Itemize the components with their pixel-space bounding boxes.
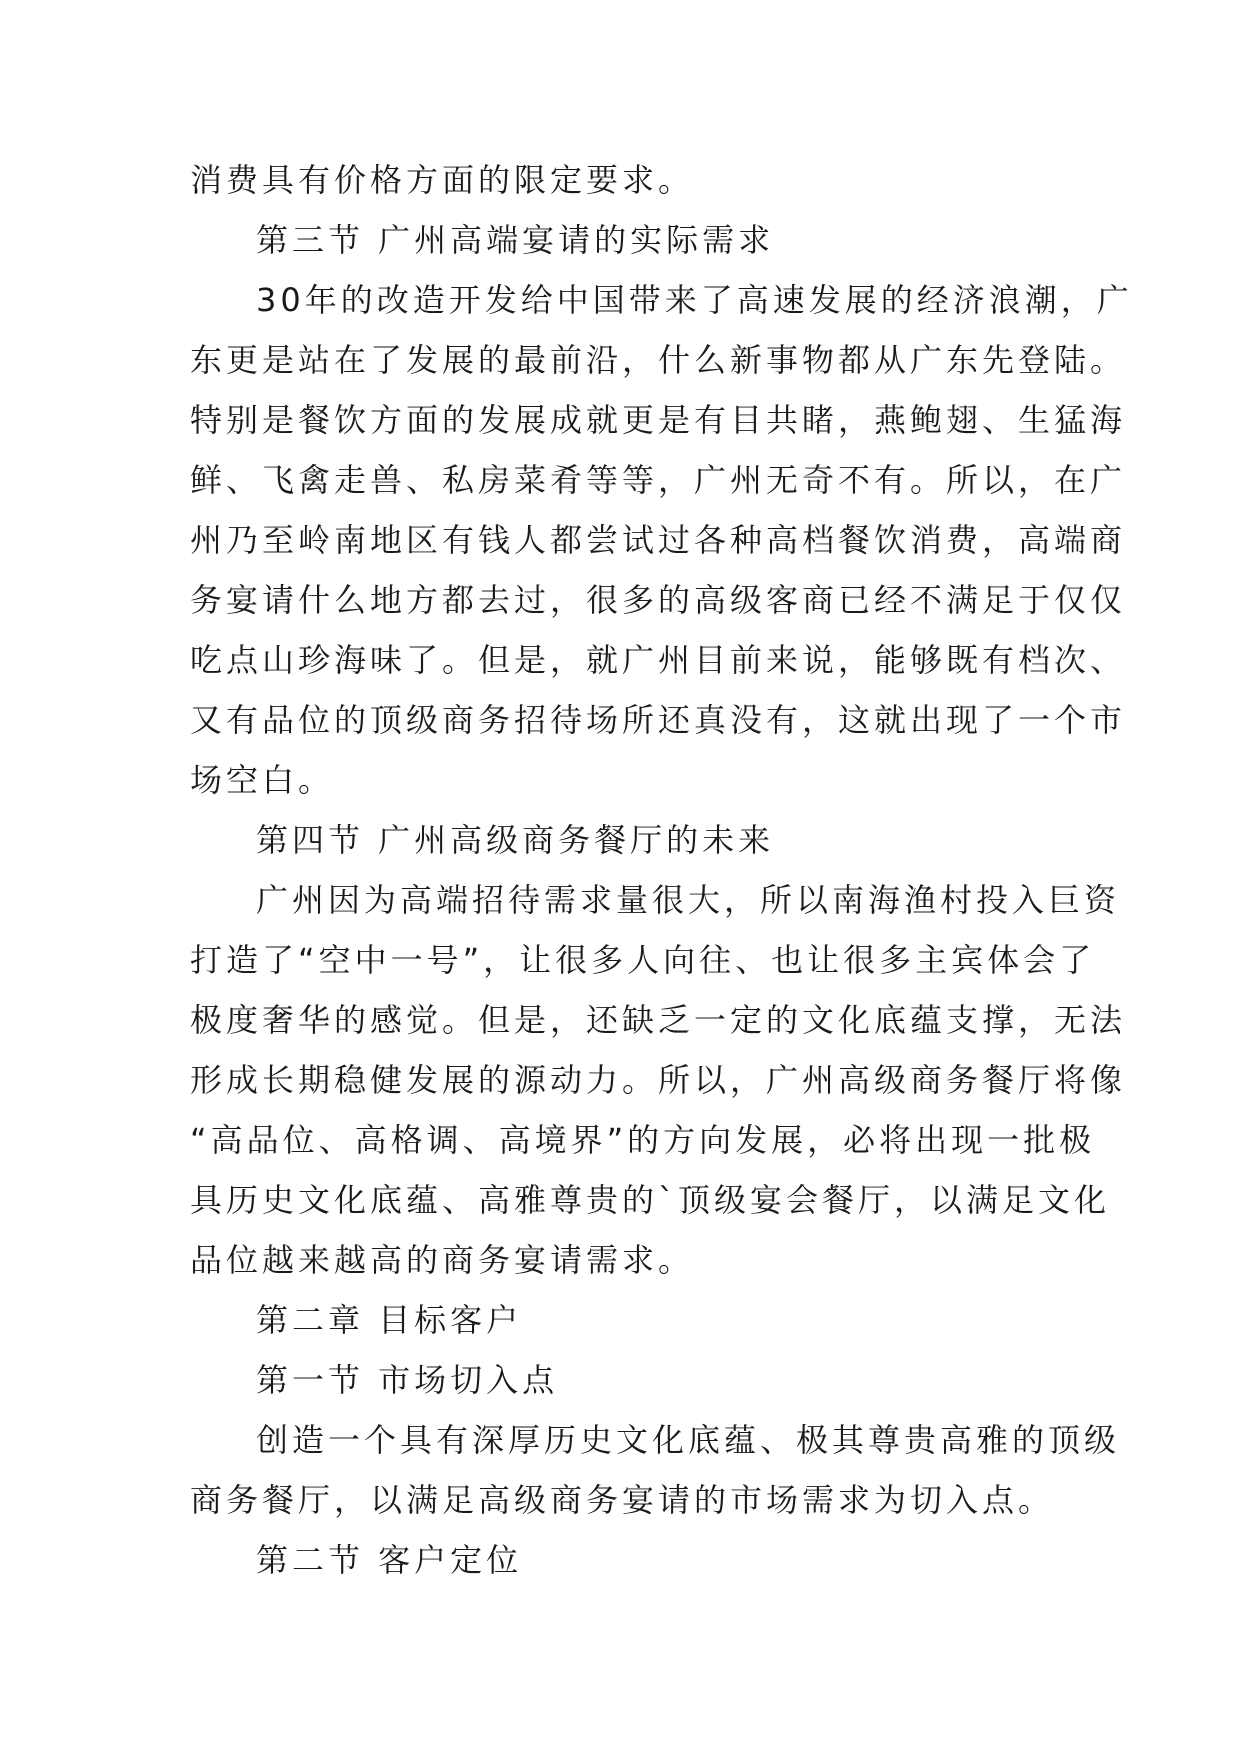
- paragraph-line: 形成长期稳健发展的源动力。所以，广州高级商务餐厅将像: [190, 1061, 1127, 1099]
- paragraph-line: 30年的改造开发给中国带来了高速发展的经济浪潮，广: [256, 281, 1133, 319]
- document-body: [190, 150, 1133, 1590]
- paragraph-line: 特别是餐饮方面的发展成就更是有目共睹，燕鲍翅、生猛海: [190, 401, 1127, 439]
- paragraph-line: 场空白。: [190, 761, 335, 799]
- paragraph-line: 东更是站在了发展的最前沿，什么新事物都从广东先登陆。: [190, 341, 1127, 379]
- section-heading: 第三节 广州高端宴请的实际需求: [256, 221, 775, 259]
- paragraph-line: 务宴请什么地方都去过，很多的高级客商已经不满足于仅仅: [190, 581, 1127, 619]
- paragraph-line: 又有品位的顶级商务招待场所还真没有，这就出现了一个市: [190, 701, 1127, 739]
- paragraph-line: 鲜、飞禽走兽、私房菜肴等等，广州无奇不有。所以，在广: [190, 461, 1127, 499]
- paragraph-line: 消费具有价格方面的限定要求。: [190, 161, 695, 199]
- paragraph-line: 商务餐厅，以满足高级商务宴请的市场需求为切入点。: [190, 1481, 1055, 1519]
- paragraph-line: “高品位、高格调、高境界”的方向发展，必将出现一批极: [190, 1121, 1096, 1159]
- paragraph-line: 品位越来越高的商务宴请需求。: [190, 1241, 695, 1279]
- section-heading: 第二节 客户定位: [256, 1541, 523, 1579]
- paragraph-line: 创造一个具有深厚历史文化底蕴、极其尊贵高雅的顶级: [256, 1421, 1121, 1459]
- section-heading: 第一节 市场切入点: [256, 1361, 559, 1399]
- chapter-heading: 第二章 目标客户: [256, 1301, 523, 1339]
- paragraph-line: 打造了“空中一号”，让很多人向往、也让很多主宾体会了: [190, 941, 1096, 979]
- paragraph-line: 吃点山珍海味了。但是，就广州目前来说，能够既有档次、: [190, 641, 1127, 679]
- section-heading: 第四节 广州高级商务餐厅的未来: [256, 821, 775, 859]
- paragraph-line: 极度奢华的感觉。但是，还缺乏一定的文化底蕴支撑，无法: [190, 1001, 1127, 1039]
- paragraph-line: 具历史文化底蕴、高雅尊贵的`顶级宴会餐厅，以满足文化: [190, 1181, 1111, 1219]
- paragraph-line: 州乃至岭南地区有钱人都尝试过各种高档餐饮消费，高端商: [190, 521, 1127, 559]
- paragraph-line: 广州因为高端招待需求量很大，所以南海渔村投入巨资: [256, 881, 1121, 919]
